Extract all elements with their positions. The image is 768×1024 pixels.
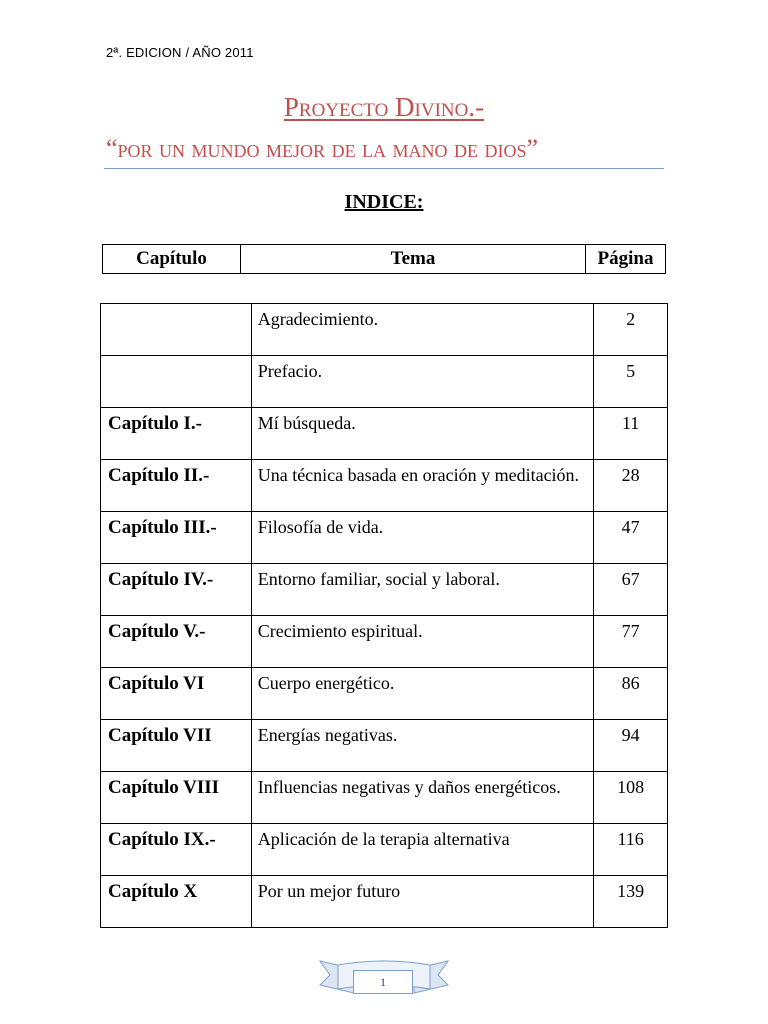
chapter-cell: Capítulo X: [101, 876, 252, 928]
chapter-cell: Capítulo IV.-: [101, 564, 252, 616]
page-cell: 67: [594, 564, 668, 616]
page-cell: 11: [594, 408, 668, 460]
index-row: [101, 824, 668, 876]
topic-cell: Filosofía de vida.: [251, 512, 594, 564]
index-row: [101, 304, 668, 356]
chapter-cell: [101, 304, 252, 356]
topic-cell: Agradecimiento.: [251, 304, 594, 356]
header-topic: Tema: [241, 245, 586, 274]
index-heading: INDICE:: [344, 191, 424, 213]
chapter-cell: Capítulo III.-: [101, 512, 252, 564]
index-row: [101, 356, 668, 408]
topic-cell: Energías negativas.: [251, 720, 594, 772]
index-row: [101, 564, 668, 616]
chapter-cell: Capítulo VIII: [101, 772, 252, 824]
chapter-cell: Capítulo IX.-: [101, 824, 252, 876]
topic-cell: Por un mejor futuro: [251, 876, 594, 928]
index-row: [101, 616, 668, 668]
index-row: [101, 876, 668, 928]
index-row: [101, 668, 668, 720]
topic-cell: Cuerpo energético.: [251, 668, 594, 720]
topic-cell: Prefacio.: [251, 356, 594, 408]
title-divider: [104, 168, 664, 169]
index-row: [101, 512, 668, 564]
page-cell: 108: [594, 772, 668, 824]
index-row: [101, 408, 668, 460]
chapter-cell: Capítulo V.-: [101, 616, 252, 668]
page-cell: 86: [594, 668, 668, 720]
header-chapter: Capítulo: [103, 245, 241, 274]
index-row: [101, 720, 668, 772]
chapter-cell: Capítulo I.-: [101, 408, 252, 460]
index-header-row: [103, 245, 666, 274]
topic-cell: Crecimiento espiritual.: [251, 616, 594, 668]
topic-cell: Aplicación de la terapia alternativa: [251, 824, 594, 876]
topic-cell: Influencias negativas y daños energéticos.: [251, 772, 594, 824]
page-number: 1: [353, 970, 413, 994]
document-title: Proyecto Divino.-: [283, 92, 485, 122]
page-cell: 139: [594, 876, 668, 928]
edition-label: 2ª. EDICION / AÑO 2011: [106, 45, 254, 60]
page-cell: 94: [594, 720, 668, 772]
page-cell: 5: [594, 356, 668, 408]
page-cell: 47: [594, 512, 668, 564]
index-row: [101, 460, 668, 512]
index-table: [100, 303, 668, 928]
chapter-cell: Capítulo VII: [101, 720, 252, 772]
chapter-cell: [101, 356, 252, 408]
index-row: [101, 772, 668, 824]
chapter-cell: Capítulo VI: [101, 668, 252, 720]
header-page: Página: [586, 245, 666, 274]
topic-cell: Entorno familiar, social y laboral.: [251, 564, 594, 616]
topic-cell: Una técnica basada en oración y meditación.: [251, 460, 594, 512]
page-cell: 2: [594, 304, 668, 356]
chapter-cell: Capítulo II.-: [101, 460, 252, 512]
page-cell: 116: [594, 824, 668, 876]
document-subtitle: “por un mundo mejor de la mano de dios”: [106, 134, 539, 163]
page-cell: 77: [594, 616, 668, 668]
page-cell: 28: [594, 460, 668, 512]
index-header-table: [102, 244, 666, 274]
topic-cell: Mí búsqueda.: [251, 408, 594, 460]
